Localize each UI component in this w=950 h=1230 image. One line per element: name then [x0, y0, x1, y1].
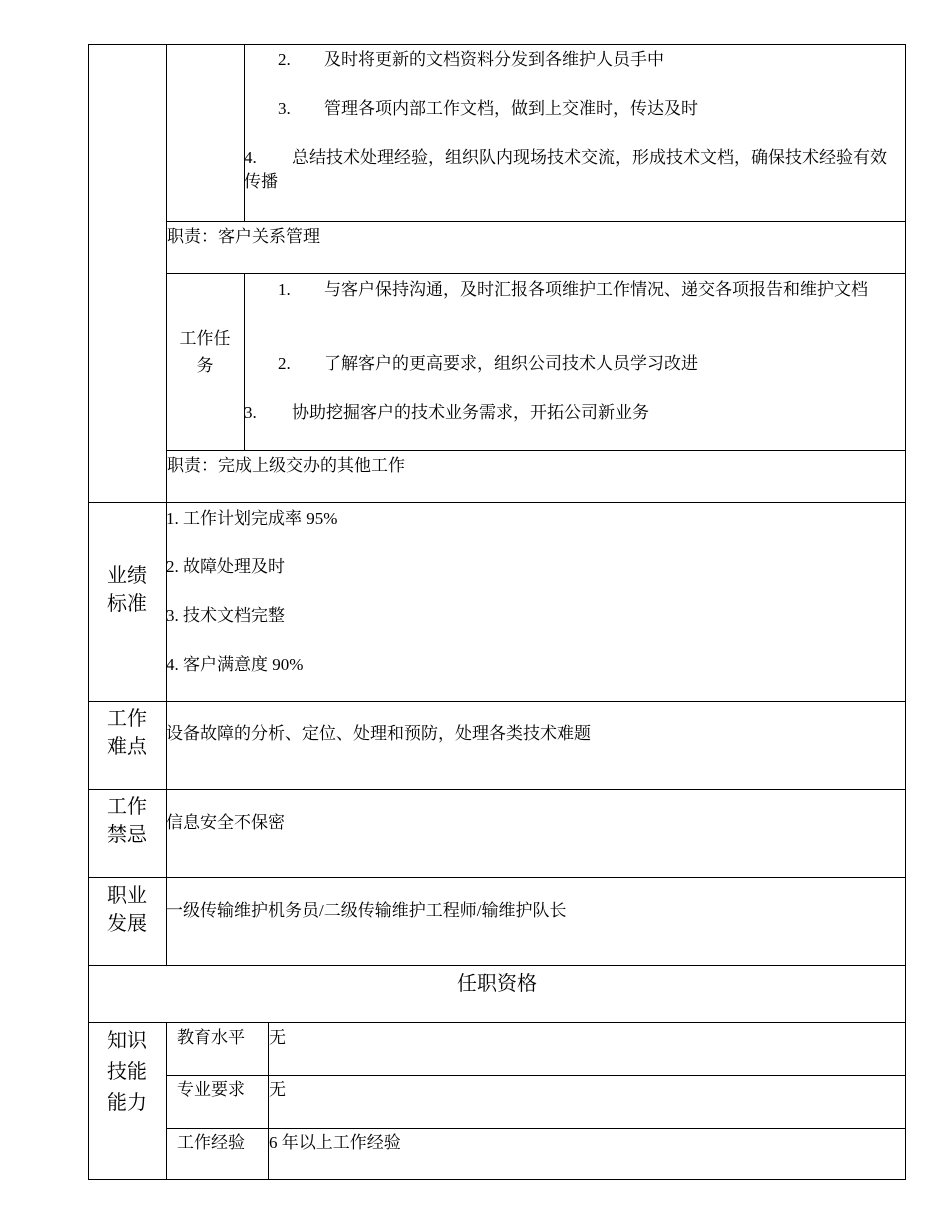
task-item: 1.: [278, 280, 291, 299]
task-item: 3.: [244, 403, 257, 422]
taboo-label: 工作禁忌: [107, 796, 147, 846]
task-item: 3.: [278, 99, 291, 118]
difficulty-text: 设备故障的分析、定位、处理和预防，处理各类技术难题: [166, 724, 591, 743]
section-divider: [88, 965, 906, 966]
section-divider: [88, 789, 906, 790]
task-item-text: 了解客户的更高要求，组织公司技术人员学习改进: [324, 354, 698, 373]
task-item-text: 总结技术处理经验，组织队内现场技术交流，形成技术文档，确保技术经验有效传播: [244, 148, 887, 191]
row-divider: [166, 1075, 906, 1076]
duty-customer-relations: 职责：客户关系管理: [167, 227, 320, 246]
experience-label: 工作经验: [177, 1133, 245, 1152]
performance-item: 4. 客户满意度 90%: [166, 655, 304, 674]
qualification-group-label: 知识技能能力: [107, 1030, 147, 1114]
section-divider: [88, 502, 906, 503]
education-label: 教育水平: [177, 1028, 245, 1047]
taboo-text: 信息安全不保密: [166, 813, 285, 832]
task-item-text: 及时将更新的文档资料分发到各维护人员手中: [324, 50, 664, 69]
section-divider: [88, 877, 906, 878]
job-description-table: [88, 44, 906, 1180]
row-divider: [166, 450, 906, 451]
label-column-divider: [166, 1022, 167, 1180]
task-item-text: 与客户保持沟通，及时汇报各项维护工作情况、递交各项报告和维护文档: [324, 280, 868, 299]
performance-item: 1. 工作计划完成率 95%: [166, 509, 338, 528]
major-value: 无: [269, 1080, 286, 1099]
section-divider: [88, 1022, 906, 1023]
task-item: 4.: [244, 148, 257, 167]
education-value: 无: [269, 1028, 286, 1047]
row-divider: [166, 221, 906, 222]
task-label: 工作任务: [179, 329, 231, 375]
task-item: 2.: [278, 50, 291, 69]
section-divider: [88, 701, 906, 702]
duty-other-work: 职责：完成上级交办的其他工作: [167, 456, 405, 475]
major-label: 专业要求: [177, 1080, 245, 1099]
task-item: 2.: [278, 354, 291, 373]
row-divider: [166, 273, 906, 274]
qualification-title: 任职资格: [457, 973, 537, 995]
task-item-text: 管理各项内部工作文档，做到上交准时，传达及时: [324, 99, 698, 118]
difficulty-label: 工作难点: [107, 708, 147, 758]
row-divider: [166, 1128, 906, 1129]
experience-value: 6 年以上工作经验: [269, 1133, 401, 1152]
performance-item: 3. 技术文档完整: [166, 606, 285, 625]
performance-item: 2. 故障处理及时: [166, 557, 285, 576]
performance-label: 业绩标准: [107, 565, 147, 615]
task-column-divider: [244, 44, 245, 221]
task-item-text: 协助挖掘客户的技术业务需求，开拓公司新业务: [292, 403, 649, 422]
career-label: 职业发展: [107, 885, 147, 935]
career-text: 一级传输维护机务员/二级传输维护工程师/输维护队长: [166, 901, 567, 920]
